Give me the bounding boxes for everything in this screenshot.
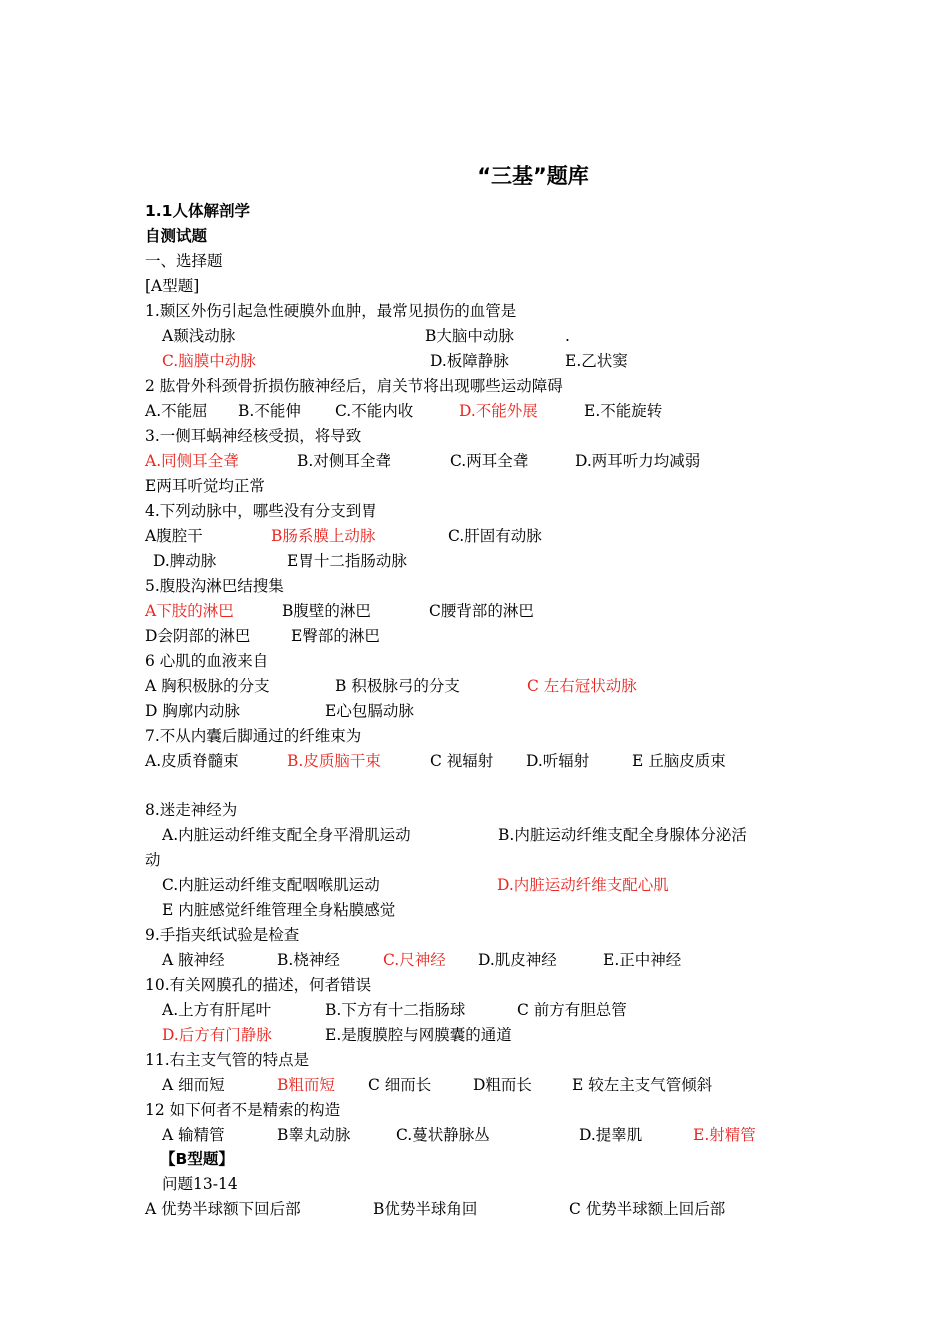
q4-stem: 4.下列动脉中，哪些没有分支到胃 <box>145 502 377 520</box>
q5-option-a-answer: A下肢的淋巴 <box>145 602 234 620</box>
q12-option-c: C.蔓状静脉丛 <box>396 1126 490 1144</box>
q2-option-d-answer: D.不能外展 <box>459 402 538 420</box>
q8-option-a: A.内脏运动纤维支配全身平滑肌运动 <box>162 826 411 844</box>
qb-stem: 问题13-14 <box>162 1175 238 1193</box>
q12-stem: 12 如下何者不是精索的构造 <box>145 1101 341 1119</box>
q1-option-d: D.板障静脉 <box>430 352 509 370</box>
q5-option-d: D会阴部的淋巴 <box>145 627 251 645</box>
q9-option-d: D.肌皮神经 <box>478 951 557 969</box>
q9-stem: 9.手指夹纸试验是检查 <box>145 926 300 944</box>
q3-stem: 3.一侧耳蜗神经核受损，将导致 <box>145 427 362 445</box>
type-b-heading: 【B型题】 <box>160 1150 234 1168</box>
q7-option-c: C 视辐射 <box>430 752 494 770</box>
q5-stem: 5.腹股沟淋巴结搜集 <box>145 577 284 595</box>
q1-option-b: B大脑中动脉 <box>425 327 514 345</box>
q7-option-e: E 丘脑皮质束 <box>632 752 726 770</box>
q6-option-c-answer: C 左右冠状动脉 <box>527 677 637 695</box>
q11-option-c: C 细而长 <box>368 1076 432 1094</box>
q6-option-b: B 积极脉弓的分支 <box>335 677 460 695</box>
q8-option-b-continued: 动 <box>145 851 161 869</box>
q12-option-a: A 输精管 <box>162 1126 225 1144</box>
q5-option-b: B腹壁的淋巴 <box>282 602 371 620</box>
q2-option-e: E.不能旋转 <box>584 402 663 420</box>
q7-option-a: A.皮质脊髓束 <box>145 752 239 770</box>
q8-option-e: E 内脏感觉纤维管理全身粘膜感觉 <box>162 901 396 919</box>
q3-option-a-answer: A.同侧耳全聋 <box>145 452 239 470</box>
q5-option-e: E臀部的淋巴 <box>291 627 380 645</box>
q6-stem: 6 心肌的血液来自 <box>145 652 269 670</box>
q10-option-d-answer: D.后方有门静脉 <box>162 1026 272 1044</box>
q7-option-b-answer: B.皮质脑干束 <box>287 752 381 770</box>
section-heading: 1.1人体解剖学 <box>145 202 250 220</box>
q2-option-c: C.不能内收 <box>335 402 414 420</box>
q1-option-a: A颞浅动脉 <box>162 327 236 345</box>
q8-stem: 8.迷走神经为 <box>145 801 238 819</box>
q10-option-b: B.下方有十二指肠球 <box>325 1001 466 1019</box>
q4-option-c: C.肝固有动脉 <box>448 527 542 545</box>
q3-option-d: D.两耳听力均减弱 <box>575 452 701 470</box>
qb-option-a: A 优势半球额下回后部 <box>145 1200 301 1218</box>
q9-option-e: E.正中神经 <box>603 951 682 969</box>
q5-option-c: C腰背部的淋巴 <box>429 602 534 620</box>
q11-option-d: D粗而长 <box>473 1076 532 1094</box>
q4-option-e: E胃十二指肠动脉 <box>287 552 407 570</box>
q6-option-e: E心包膈动脉 <box>325 702 414 720</box>
q11-option-e: E 较左主支气管倾斜 <box>572 1076 713 1094</box>
q9-option-a: A 腋神经 <box>162 951 225 969</box>
q7-stem: 7.不从内囊后脚通过的纤维束为 <box>145 727 362 745</box>
q9-option-b: B.桡神经 <box>277 951 340 969</box>
q6-option-d: D 胸廓内动脉 <box>145 702 240 720</box>
page-title: “三基”题库 <box>477 164 589 188</box>
q3-option-b: B.对侧耳全聋 <box>297 452 391 470</box>
q4-option-d: D.脾动脉 <box>153 552 217 570</box>
q9-option-c-answer: C.尺神经 <box>383 951 446 969</box>
q3-option-e: E两耳听觉均正常 <box>145 477 265 495</box>
q1-option-c-answer: C.脑膜中动脉 <box>162 352 256 370</box>
q10-option-a: A.上方有肝尾叶 <box>162 1001 272 1019</box>
q8-option-d-answer: D.内脏运动纤维支配心肌 <box>497 876 669 894</box>
q12-option-b: B睾丸动脉 <box>277 1126 351 1144</box>
q8-option-c: C.内脏运动纤维支配咽喉肌运动 <box>162 876 380 894</box>
q12-option-e-answer: E.射精管 <box>693 1126 756 1144</box>
q4-option-b-answer: B肠系膜上动脉 <box>271 527 376 545</box>
q8-option-b: B.内脏运动纤维支配全身腺体分泌活 <box>498 826 747 844</box>
q6-option-a: A 胸积极脉的分支 <box>145 677 270 695</box>
q10-option-e: E.是腹膜腔与网膜囊的通道 <box>325 1026 512 1044</box>
q2-option-a: A.不能屈 <box>145 402 208 420</box>
q7-option-d: D.听辐射 <box>526 752 590 770</box>
q2-stem: 2 肱骨外科颈骨折损伤腋神经后，肩关节将出现哪些运动障碍 <box>145 377 563 395</box>
part-heading: 一、选择题 <box>145 252 223 270</box>
q1-stem: 1.颞区外伤引起急性硬膜外血肿，最常见损伤的血管是 <box>145 302 517 320</box>
q11-option-b-answer: B粗而短 <box>277 1076 335 1094</box>
q3-option-c: C.两耳全聋 <box>450 452 529 470</box>
subsection-heading: 自测试题 <box>145 227 208 245</box>
q2-option-b: B.不能伸 <box>238 402 301 420</box>
q12-option-d: D.提睾肌 <box>579 1126 643 1144</box>
q1-option-e: E.乙状窦 <box>565 352 628 370</box>
qb-option-c: C 优势半球额上回后部 <box>569 1200 726 1218</box>
q4-option-a: A腹腔干 <box>145 527 203 545</box>
q11-option-a: A 细而短 <box>162 1076 225 1094</box>
type-a-heading: [A型题] <box>145 277 200 295</box>
q10-stem: 10.有关网膜孔的描述，何者错误 <box>145 976 372 994</box>
q10-option-c: C 前方有胆总管 <box>517 1001 627 1019</box>
qb-option-b: B优势半球角回 <box>373 1200 478 1218</box>
q11-stem: 11.右主支气管的特点是 <box>145 1051 310 1069</box>
q1-dot: . <box>565 327 570 345</box>
